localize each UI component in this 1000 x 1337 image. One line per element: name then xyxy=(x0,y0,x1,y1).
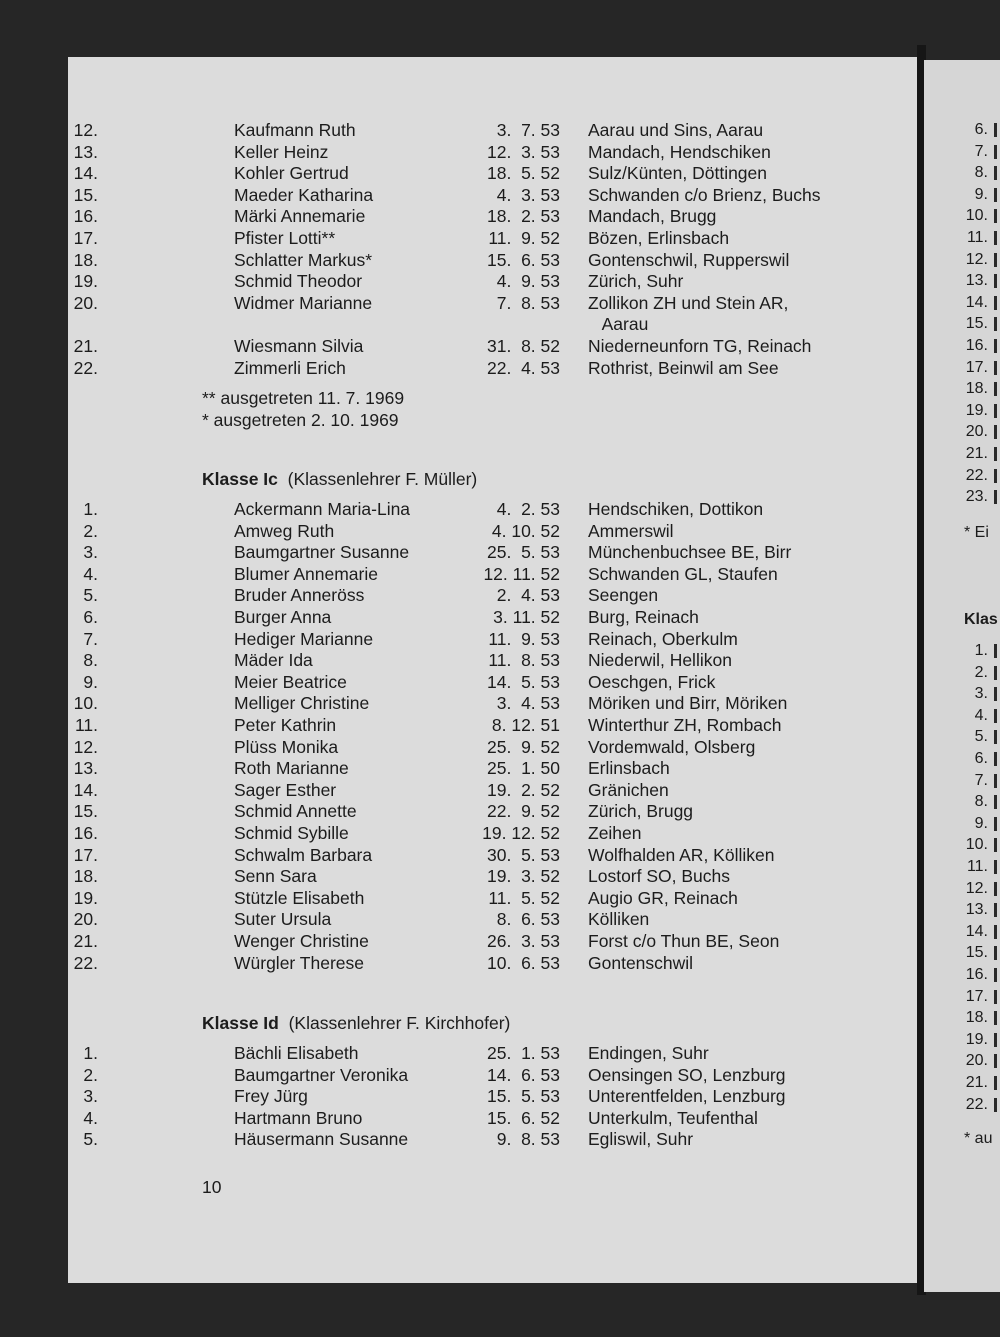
entry-number: 22. xyxy=(73,952,98,973)
facing-list-item xyxy=(924,942,1000,964)
entry-name: Mäder Ida xyxy=(234,650,313,671)
facing-text-fragment xyxy=(994,145,997,159)
entry-place: Kölliken xyxy=(588,909,650,930)
facing-text-fragment xyxy=(994,188,997,202)
entry-name: Melliger Christine xyxy=(234,693,370,714)
class-c-title: Klasse Ic xyxy=(202,469,278,489)
entry-birthdate: 19. 12. 52 xyxy=(482,823,560,843)
facing-entry-number: 23. xyxy=(965,488,988,506)
entry-name: Kaufmann Ruth xyxy=(234,120,356,140)
entry-number: 5. xyxy=(83,1129,98,1150)
facing-entry-number: 18. xyxy=(965,380,988,398)
entry-birthdate: 19. 3. 52 xyxy=(487,866,560,887)
entry-birthdate: 8. 12. 51 xyxy=(491,715,560,735)
facing-text-fragment xyxy=(994,795,997,809)
entry-place: Endingen, Suhr xyxy=(588,1043,709,1063)
entry-name: Wiesmann Silvia xyxy=(234,336,364,356)
facing-entry-number: 1. xyxy=(974,642,988,659)
facing-list-item xyxy=(924,184,1000,206)
entry-place: Lostorf SO, Buchs xyxy=(588,866,731,887)
entry-birthdate: 11. 9. 53 xyxy=(488,628,560,649)
footnote-withdrawn-2: * ausgetreten 2. 10. 1969 xyxy=(202,410,399,430)
facing-entry-number: 4. xyxy=(974,706,988,724)
facing-list-item xyxy=(924,878,1000,900)
entry-place: Forst c/o Thun BE, Seon xyxy=(588,931,780,951)
facing-text-fragment xyxy=(994,469,997,483)
facing-list-item xyxy=(924,856,1000,878)
facing-list-item xyxy=(924,683,1000,705)
facing-text-fragment xyxy=(994,860,997,874)
facing-text-fragment xyxy=(994,361,997,375)
facing-page-edge xyxy=(924,60,1000,1292)
facing-entry-number: 2. xyxy=(974,663,988,681)
facing-list-item xyxy=(924,662,1000,684)
facing-entry-number: 6. xyxy=(974,121,988,138)
entry-name: Stützle Elisabeth xyxy=(234,887,365,908)
entry-name: Meier Beatrice xyxy=(234,671,347,692)
facing-footnote: * Ei xyxy=(964,524,989,541)
book-page xyxy=(68,57,920,1283)
facing-entry-number: 6. xyxy=(974,750,988,767)
facing-text-fragment xyxy=(994,1011,997,1025)
entry-birthdate: 12. 3. 53 xyxy=(487,141,560,162)
entry-number: 6. xyxy=(83,607,98,627)
facing-text-fragment xyxy=(994,968,997,982)
class-c-teacher: (Klassenlehrer F. Müller) xyxy=(287,469,478,489)
entry-place: Zürich, Brugg xyxy=(588,801,694,822)
entry-place: Winterthur ZH, Rombach xyxy=(588,715,782,735)
facing-list-item xyxy=(924,443,1000,465)
facing-entry-number: 15. xyxy=(965,315,988,333)
facing-text-fragment xyxy=(994,317,997,331)
entry-number: 22. xyxy=(73,357,98,378)
entry-name: Schwalm Barbara xyxy=(234,844,373,865)
entry-number: 16. xyxy=(73,823,98,843)
entry-place: Zollikon ZH und Stein AR, xyxy=(588,292,789,313)
facing-list-item xyxy=(924,726,1000,748)
entry-name: Kohler Gertrud xyxy=(234,163,349,184)
facing-list-item xyxy=(924,400,1000,422)
facing-text-fragment xyxy=(994,752,997,766)
facing-text-fragment xyxy=(994,666,997,680)
facing-list-item xyxy=(924,119,1000,141)
facing-entry-number: 12. xyxy=(965,879,988,897)
entry-place: Rothrist, Beinwil am See xyxy=(588,357,779,378)
facing-text-fragment xyxy=(994,296,997,310)
facing-list-item xyxy=(924,770,1000,792)
entry-birthdate: 19. 2. 52 xyxy=(487,779,560,800)
entry-number: 8. xyxy=(83,650,98,671)
facing-entry-number: 11. xyxy=(966,229,988,246)
entry-birthdate: 11. 8. 53 xyxy=(488,650,560,671)
facing-list-item xyxy=(924,921,1000,943)
entry-name: Sager Esther xyxy=(234,779,337,800)
facing-text-fragment xyxy=(994,231,997,245)
facing-text-fragment xyxy=(994,774,997,788)
facing-entry-number: 8. xyxy=(974,793,988,811)
facing-entry-number: 16. xyxy=(965,337,988,354)
entry-number: 21. xyxy=(73,336,98,356)
entry-birthdate: 2. 4. 53 xyxy=(496,585,560,606)
entry-name: Senn Sara xyxy=(234,866,317,887)
facing-entry-number: 21. xyxy=(965,445,988,462)
entry-number: 16. xyxy=(73,206,98,227)
entry-place: Vordemwald, Olsberg xyxy=(588,736,756,757)
entry-name: Roth Marianne xyxy=(234,758,349,779)
entry-birthdate: 4. 10. 52 xyxy=(491,520,560,541)
facing-entry-number: 13. xyxy=(965,272,988,290)
page-number: 10 xyxy=(202,1177,222,1197)
facing-entry-number: 8. xyxy=(974,164,988,182)
entry-number: 19. xyxy=(73,887,98,908)
facing-entry-number: 18. xyxy=(965,1009,988,1027)
facing-text-fragment xyxy=(994,687,997,701)
entry-number: 15. xyxy=(73,184,98,205)
entry-birthdate: 7. 8. 53 xyxy=(496,292,560,313)
entry-number: 1. xyxy=(83,499,98,519)
facing-list-item xyxy=(924,1029,1000,1051)
facing-list-item xyxy=(924,162,1000,184)
entry-number: 14. xyxy=(73,163,98,184)
facing-list-item xyxy=(924,421,1000,443)
entry-place: Aarau und Sins, Aarau xyxy=(588,120,764,140)
entry-birthdate: 9. 8. 53 xyxy=(496,1129,560,1150)
entry-place: Seengen xyxy=(588,585,659,606)
facing-entry-number: 10. xyxy=(965,836,988,854)
facing-text-fragment xyxy=(994,817,997,831)
facing-list-item xyxy=(924,964,1000,986)
entry-place: Schwanden c/o Brienz, Buchs xyxy=(588,184,821,205)
facing-list-item xyxy=(924,249,1000,271)
entry-name: Zimmerli Erich xyxy=(234,357,346,378)
entry-name: Pfister Lotti** xyxy=(234,228,336,248)
facing-entry-number: 19. xyxy=(965,401,988,419)
facing-entry-number: 14. xyxy=(965,922,988,940)
entry-place: Möriken und Birr, Möriken xyxy=(588,693,788,714)
facing-list-item xyxy=(924,640,1000,662)
facing-text-fragment xyxy=(994,490,997,504)
entry-birthdate: 25. 1. 53 xyxy=(487,1043,560,1063)
entry-birthdate: 22. 4. 53 xyxy=(487,357,560,378)
entry-number: 18. xyxy=(73,249,98,270)
facing-text-fragment xyxy=(994,644,997,658)
entry-place: Erlinsbach xyxy=(588,758,670,779)
class-d-title: Klasse Id xyxy=(202,1013,279,1033)
entry-number: 5. xyxy=(83,585,98,606)
facing-class-heading: Klas xyxy=(964,611,998,628)
entry-number: 20. xyxy=(73,292,98,313)
entry-number: 21. xyxy=(73,931,98,951)
facing-text-fragment xyxy=(994,925,997,939)
entry-place: Zürich, Suhr xyxy=(588,271,684,292)
facing-text-fragment xyxy=(994,209,997,223)
entry-number: 9. xyxy=(83,671,98,692)
entry-number: 17. xyxy=(73,228,98,248)
entry-birthdate: 25. 9. 52 xyxy=(487,736,560,757)
facing-text-fragment xyxy=(994,425,997,439)
facing-entry-number: 21. xyxy=(965,1074,988,1091)
entry-number: 18. xyxy=(73,866,98,887)
facing-list-item xyxy=(924,1050,1000,1072)
entry-place: Ammerswil xyxy=(588,520,674,541)
facing-list-item xyxy=(924,292,1000,314)
facing-list-item xyxy=(924,378,1000,400)
entry-birthdate: 8. 6. 53 xyxy=(496,909,560,930)
facing-text-fragment xyxy=(994,447,997,461)
entry-name: Plüss Monika xyxy=(234,736,339,757)
entry-birthdate: 26. 3. 53 xyxy=(487,931,560,951)
entry-name: Burger Anna xyxy=(234,607,332,627)
entry-place: Oeschgen, Frick xyxy=(588,671,716,692)
facing-entry-number: 5. xyxy=(974,728,988,746)
facing-list-item xyxy=(924,270,1000,292)
facing-entry-number: 20. xyxy=(965,1052,988,1070)
entry-place: Mandach, Brugg xyxy=(588,206,717,227)
entry-place: Bözen, Erlinsbach xyxy=(588,228,730,248)
entry-number: 7. xyxy=(83,628,98,649)
facing-text-fragment xyxy=(994,123,997,137)
entry-name: Schlatter Markus* xyxy=(234,249,373,270)
entry-birthdate: 22. 9. 52 xyxy=(487,801,560,822)
entry-birthdate: 14. 5. 53 xyxy=(487,671,560,692)
entry-place: Schwanden GL, Staufen xyxy=(588,563,778,584)
entry-number: 2. xyxy=(83,520,98,541)
facing-text-fragment xyxy=(994,838,997,852)
entry-name: Märki Annemarie xyxy=(234,206,366,227)
facing-list-item xyxy=(924,813,1000,835)
facing-list-item xyxy=(924,1072,1000,1094)
entry-place: Mandach, Hendschiken xyxy=(588,141,771,162)
entry-number: 15. xyxy=(73,801,98,822)
entry-number: 20. xyxy=(73,909,98,930)
facing-entry-number: 7. xyxy=(974,771,988,789)
entry-name: Schmid Sybille xyxy=(234,823,349,843)
entry-birthdate: 15. 6. 53 xyxy=(487,249,560,270)
entry-birthdate: 3. 11. 52 xyxy=(493,607,560,627)
entry-birthdate: 4. 2. 53 xyxy=(496,499,560,519)
entry-place: Burg, Reinach xyxy=(588,607,699,627)
entry-name: Schmid Annette xyxy=(234,801,357,822)
entry-name: Frey Jürg xyxy=(234,1086,308,1107)
facing-list-item xyxy=(924,791,1000,813)
entry-birthdate: 4. 3. 53 xyxy=(496,184,560,205)
facing-list-item xyxy=(924,141,1000,163)
entry-birthdate: 31. 8. 52 xyxy=(487,336,560,356)
facing-text-fragment xyxy=(994,990,997,1004)
entry-place: Hendschiken, Dottikon xyxy=(588,499,764,519)
entry-place: Sulz/Künten, Döttingen xyxy=(588,163,768,184)
entry-birthdate: 3. 7. 53 xyxy=(496,120,560,140)
entry-number: 2. xyxy=(83,1064,98,1085)
facing-text-fragment xyxy=(994,709,997,723)
facing-list-item xyxy=(924,357,1000,379)
facing-entry-number: 9. xyxy=(974,814,988,832)
facing-list-item xyxy=(924,899,1000,921)
entry-place: Münchenbuchsee BE, Birr xyxy=(588,542,792,563)
entry-name: Bruder Anneröss xyxy=(234,585,365,606)
entry-birthdate: 25. 5. 53 xyxy=(487,542,560,563)
facing-list-item xyxy=(924,486,1000,508)
entry-place: Unterkulm, Teufenthal xyxy=(588,1107,758,1128)
entry-place: Reinach, Oberkulm xyxy=(588,628,738,649)
facing-entry-number: 15. xyxy=(965,944,988,962)
entry-name: Suter Ursula xyxy=(234,909,332,930)
entry-place: Augio GR, Reinach xyxy=(588,887,738,908)
facing-entry-number: 10. xyxy=(965,207,988,225)
entry-place: Aarau xyxy=(588,314,649,335)
entry-place: Oensingen SO, Lenzburg xyxy=(588,1064,786,1085)
facing-list-item xyxy=(924,986,1000,1008)
facing-entry-number: 16. xyxy=(965,966,988,983)
facing-entry-number: 3. xyxy=(974,685,988,703)
entry-name: Keller Heinz xyxy=(234,141,329,162)
facing-text-fragment xyxy=(994,1033,997,1047)
entry-birthdate: 14. 6. 53 xyxy=(487,1064,560,1085)
entry-number: 3. xyxy=(83,1086,98,1107)
entry-number: 17. xyxy=(73,844,98,865)
facing-text-fragment xyxy=(994,730,997,744)
facing-text-fragment xyxy=(994,903,997,917)
entry-number: 12. xyxy=(73,120,98,140)
facing-entry-number: 19. xyxy=(965,1030,988,1048)
class-d-teacher: (Klassenlehrer F. Kirchhofer) xyxy=(288,1013,511,1033)
entry-name: Hediger Marianne xyxy=(234,628,374,649)
facing-text-fragment xyxy=(994,274,997,288)
entry-birthdate: 18. 2. 53 xyxy=(487,206,560,227)
facing-entry-number: 22. xyxy=(965,466,988,484)
entry-name: Würgler Therese xyxy=(234,952,365,973)
facing-text-fragment xyxy=(994,882,997,896)
entry-name: Bächli Elisabeth xyxy=(234,1043,359,1063)
entry-place: Gontenschwil, Rupperswil xyxy=(588,249,790,270)
facing-list-item xyxy=(924,834,1000,856)
entry-place: Gontenschwil xyxy=(588,952,694,973)
entry-place: Egliswil, Suhr xyxy=(588,1129,694,1150)
entry-number: 4. xyxy=(83,563,98,584)
facing-list-item xyxy=(924,227,1000,249)
entry-name: Häusermann Susanne xyxy=(234,1129,409,1150)
facing-list-item xyxy=(924,1094,1000,1116)
facing-entry-number: 14. xyxy=(965,293,988,311)
entry-number: 13. xyxy=(73,141,98,162)
entry-place: Gränichen xyxy=(588,779,669,800)
entry-number: 19. xyxy=(73,271,98,292)
facing-entry-number: 9. xyxy=(974,185,988,203)
entry-number: 1. xyxy=(83,1043,98,1063)
facing-text-fragment xyxy=(994,382,997,396)
facing-entry-number: 11. xyxy=(966,858,988,875)
entry-name: Peter Kathrin xyxy=(234,715,337,735)
entry-number: 10. xyxy=(73,693,98,714)
entry-number: 13. xyxy=(73,758,98,779)
facing-entry-number: 13. xyxy=(965,901,988,919)
entry-name: Ackermann Maria-Lina xyxy=(234,499,411,519)
entry-birthdate: 15. 5. 53 xyxy=(487,1086,560,1107)
entry-name: Baumgartner Susanne xyxy=(234,542,410,563)
entry-name: Maeder Katharina xyxy=(234,184,374,205)
facing-entry-number: 7. xyxy=(974,142,988,160)
facing-list-item xyxy=(924,748,1000,770)
facing-text-fragment xyxy=(994,166,997,180)
entry-name: Schmid Theodor xyxy=(234,271,363,292)
class-d-heading xyxy=(202,1012,510,1034)
entry-name: Amweg Ruth xyxy=(234,520,335,541)
entry-birthdate: 11. 9. 52 xyxy=(488,228,560,248)
facing-list-item xyxy=(924,705,1000,727)
entry-place: Niederwil, Hellikon xyxy=(588,650,732,671)
entry-number: 11. xyxy=(74,715,98,735)
facing-text-fragment xyxy=(994,339,997,353)
entry-name: Blumer Annemarie xyxy=(234,563,378,584)
entry-name: Wenger Christine xyxy=(234,931,369,951)
facing-list-item xyxy=(924,205,1000,227)
class-c-heading xyxy=(202,468,477,490)
entry-birthdate: 3. 4. 53 xyxy=(496,693,560,714)
entry-place: Unterentfelden, Lenzburg xyxy=(588,1086,786,1107)
entry-birthdate: 10. 6. 53 xyxy=(487,952,560,973)
entry-birthdate: 12. 11. 52 xyxy=(483,563,560,584)
entry-birthdate: 4. 9. 53 xyxy=(496,271,560,292)
entry-number: 12. xyxy=(73,736,98,757)
facing-entry-number: 22. xyxy=(965,1095,988,1113)
entry-place: Niederneunforn TG, Reinach xyxy=(588,336,812,356)
entry-birthdate: 15. 6. 52 xyxy=(487,1107,560,1128)
facing-list-item xyxy=(924,313,1000,335)
entry-name: Widmer Marianne xyxy=(234,292,373,313)
facing-footnote-2: * au xyxy=(964,1130,993,1147)
entry-number: 3. xyxy=(83,542,98,563)
facing-text-fragment xyxy=(994,1054,997,1068)
entry-birthdate: 25. 1. 50 xyxy=(487,758,560,779)
facing-text-fragment xyxy=(994,1076,997,1090)
facing-entry-number: 12. xyxy=(965,250,988,268)
facing-text-fragment xyxy=(994,946,997,960)
facing-list-item xyxy=(924,465,1000,487)
facing-list-item xyxy=(924,335,1000,357)
facing-list-item xyxy=(924,1007,1000,1029)
entry-birthdate: 30. 5. 53 xyxy=(487,844,560,865)
entry-number: 14. xyxy=(73,779,98,800)
facing-entry-number: 17. xyxy=(965,358,988,376)
facing-text-fragment xyxy=(994,404,997,418)
footnote-withdrawn-1: ** ausgetreten 11. 7. 1969 xyxy=(202,388,405,408)
facing-text-fragment xyxy=(994,253,997,267)
facing-text-fragment xyxy=(994,1098,997,1112)
entry-number: 4. xyxy=(83,1107,98,1128)
facing-entry-number: 20. xyxy=(965,423,988,441)
entry-birthdate: 11. 5. 52 xyxy=(488,887,560,908)
entry-name: Baumgartner Veronika xyxy=(234,1064,409,1085)
entry-birthdate: 18. 5. 52 xyxy=(487,163,560,184)
entry-name: Hartmann Bruno xyxy=(234,1107,363,1128)
entry-place: Zeihen xyxy=(588,823,642,843)
facing-entry-number: 17. xyxy=(965,987,988,1005)
entry-place: Wolfhalden AR, Kölliken xyxy=(588,844,775,865)
